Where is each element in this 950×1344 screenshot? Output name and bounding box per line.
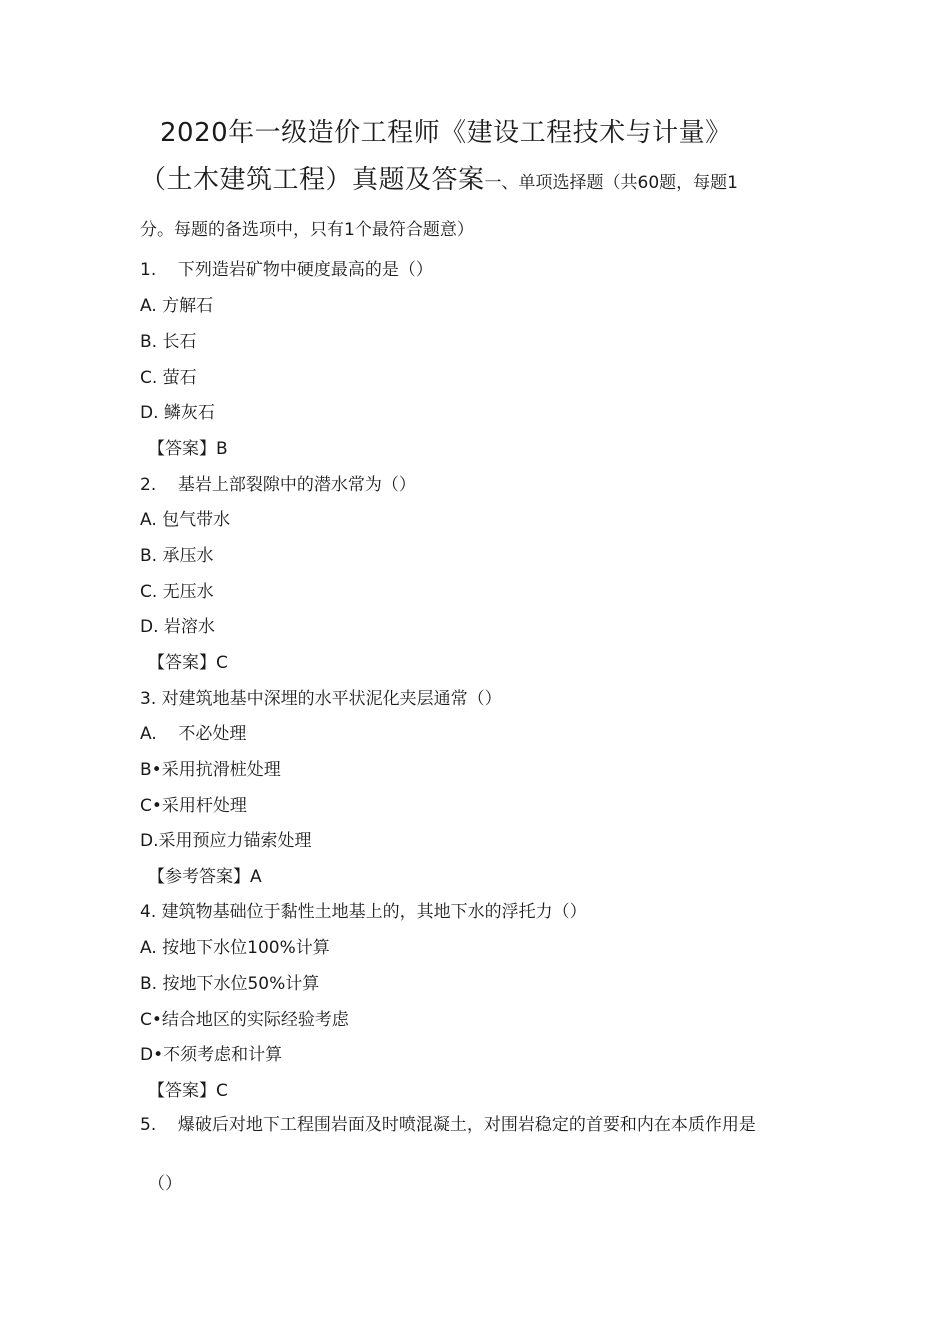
question-stem: 2. 基岩上部裂隙中的潜水常为（） [140, 475, 416, 495]
question-option: C. 萤石 [140, 368, 197, 388]
question-answer: 【答案】B [148, 439, 228, 459]
question-stem: 4. 建筑物基础位于黏性土地基上的，其地下水的浮托力（） [140, 902, 587, 922]
question-option: A. 不必处理 [140, 724, 247, 744]
question-option: A. 方解石 [140, 296, 214, 316]
document-title-subject: （土木建筑工程）真题及答案 [140, 165, 485, 195]
question-option: D. 岩溶水 [140, 617, 215, 637]
question-option: B. 承压水 [140, 546, 214, 566]
question-option: D•不须考虑和计算 [140, 1045, 283, 1065]
question-option: B•采用抗滑桩处理 [140, 760, 281, 780]
question-stem: 5. 爆破后对地下工程围岩面及时喷混凝土，对围岩稳定的首要和内在本质作用是 [140, 1115, 756, 1135]
question-option: D. 鳞灰石 [140, 403, 215, 423]
section-heading-start: 一、单项选择题（共60题，每题1 [484, 173, 738, 193]
question-stem: 3. 对建筑地基中深埋的水平状泥化夹层通常（） [140, 689, 502, 709]
question-answer: 【答案】C [148, 653, 228, 673]
document-title-line1: 2020年一级造价工程师《建设工程技术与计量》 [160, 118, 732, 148]
section-heading-end: 分。每题的备选项中，只有1个最符合题意） [140, 220, 474, 240]
question-option: C•结合地区的实际经验考虑 [140, 1010, 349, 1030]
question-stem: 1. 下列造岩矿物中硬度最高的是（） [140, 260, 433, 280]
question-option: A. 包气带水 [140, 510, 231, 530]
question-option: B. 长石 [140, 332, 197, 352]
question-option: D.采用预应力锚索处理 [140, 831, 312, 851]
question-answer: 【参考答案】A [148, 867, 262, 887]
document-title-line2 [140, 160, 738, 203]
question-option: B. 按地下水位50%计算 [140, 974, 320, 994]
question-option: A. 按地下水位100%计算 [140, 938, 330, 958]
question-option: C. 无压水 [140, 582, 214, 602]
question-blank: （） [148, 1174, 182, 1194]
question-option: C•采用杆处理 [140, 796, 247, 816]
question-answer: 【答案】C [148, 1081, 228, 1101]
